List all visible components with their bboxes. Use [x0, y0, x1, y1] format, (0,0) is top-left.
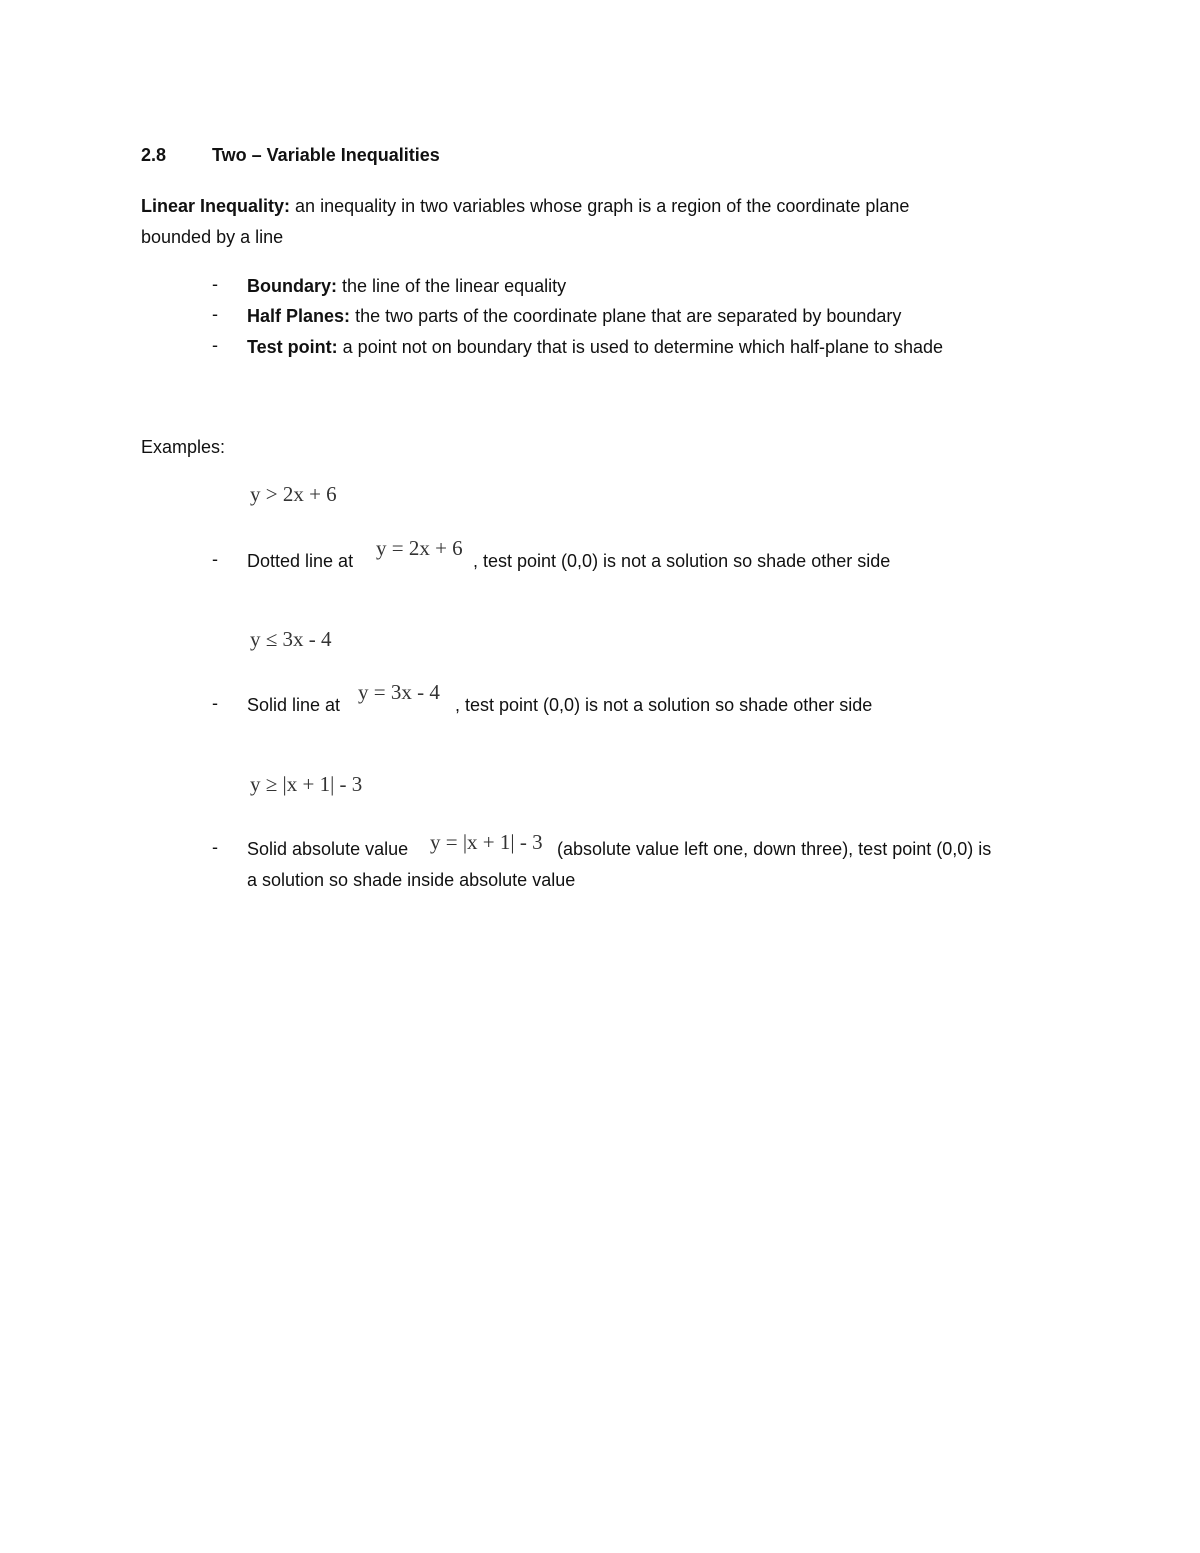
example-1-tail: , test point (0,0) is not a solution so shade other side [473, 551, 891, 571]
example-2-lead: Solid line at [247, 695, 341, 715]
example-3-equation: y = |x + 1| - 3 [430, 830, 543, 854]
example-1-inequality: y > 2x + 6 [250, 482, 337, 506]
bullet-dash: - [212, 549, 218, 569]
term-label: Half Planes: [247, 306, 351, 326]
example-3-lead: Solid absolute value [247, 839, 409, 859]
bullet-dash: - [212, 304, 218, 324]
examples-label: Examples: [141, 437, 226, 457]
bullet-dash: - [212, 837, 218, 857]
example-2-tail: , test point (0,0) is not a solution so shade other side [455, 695, 873, 715]
term-half-planes [247, 304, 901, 328]
example-3-tail: (absolute value left one, down three), test point (0,0) is [557, 839, 992, 859]
definition-text-1: an inequality in two variables whose graph is a region of the coordinate plane [295, 196, 910, 216]
definition-term: Linear Inequality: [141, 196, 291, 216]
term-label: Boundary: [247, 276, 337, 296]
definition-text-2: bounded by a line [141, 227, 284, 247]
bullet-dash: - [212, 693, 218, 713]
term-text: the line of the linear equality [342, 276, 567, 296]
term-text: a point not on boundary that is used to determine which half-plane to shade [342, 337, 944, 357]
section-number: 2.8 [141, 145, 167, 165]
example-3-inequality: y ≥ |x + 1| - 3 [250, 772, 363, 796]
example-2-inequality: y ≤ 3x - 4 [250, 627, 332, 651]
bullet-dash: - [212, 335, 218, 355]
example-2-equation: y = 3x - 4 [358, 680, 440, 704]
term-test-point [247, 335, 943, 359]
term-text: the two parts of the coordinate plane that are separated by boundary [355, 306, 902, 326]
bullet-dash: - [212, 274, 218, 294]
example-3-tail-2: a solution so shade inside absolute value [247, 870, 576, 890]
section-title: Two – Variable Inequalities [212, 145, 440, 165]
term-label: Test point: [247, 337, 338, 357]
term-boundary [247, 274, 566, 298]
definition-line-1 [141, 194, 909, 218]
example-1-lead: Dotted line at [247, 551, 354, 571]
example-1-equation: y = 2x + 6 [376, 536, 463, 560]
